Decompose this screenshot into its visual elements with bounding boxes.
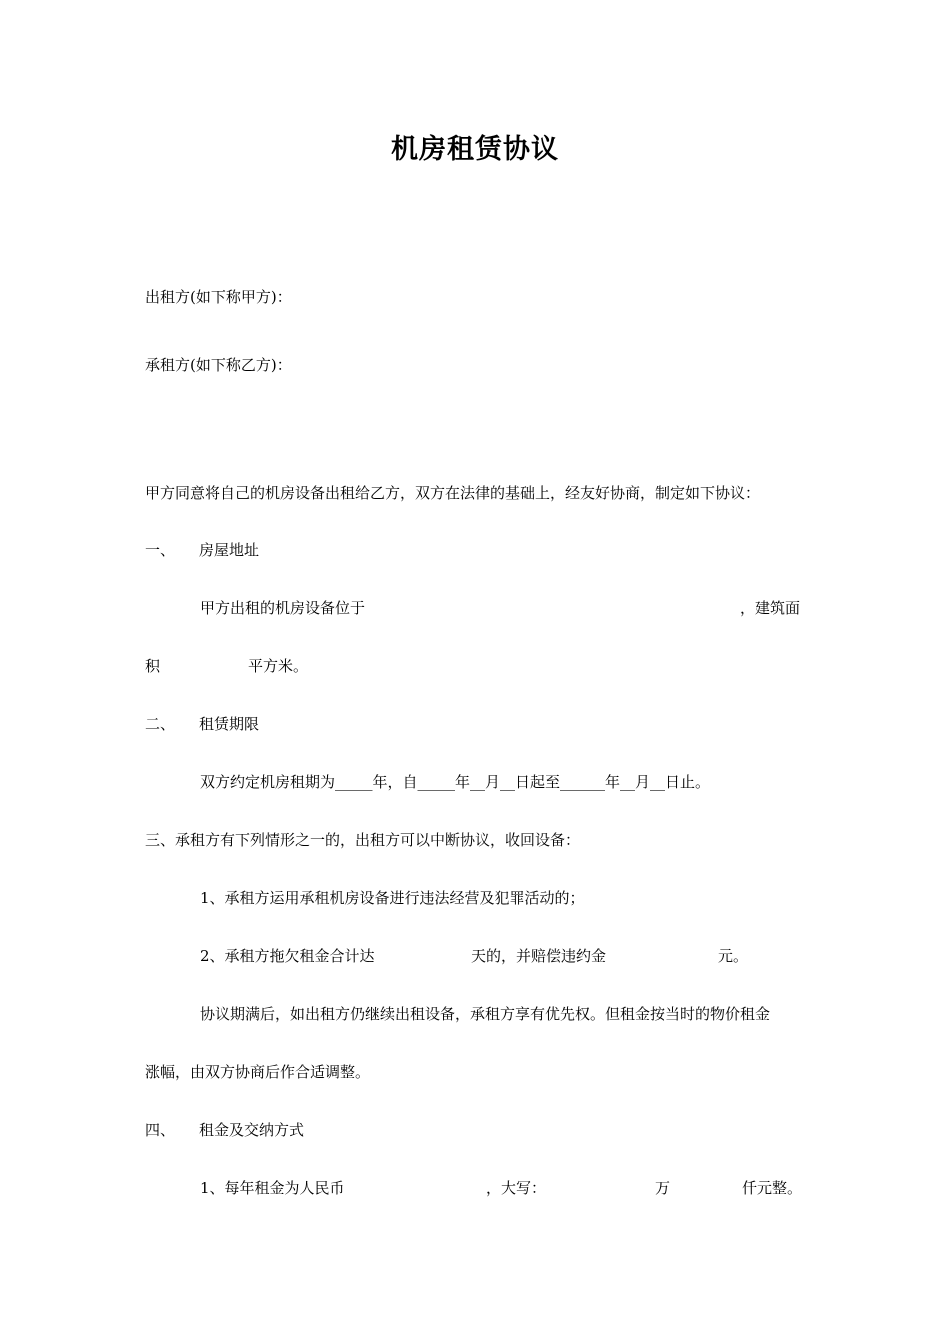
section1-heading-num: 一、 (145, 541, 176, 559)
section1-line1 (200, 597, 365, 619)
section3-item2-part1: 2、承租方拖欠租金合计达 (200, 947, 375, 965)
document-title: 机房租赁协议 (391, 134, 559, 165)
section2-heading (145, 713, 259, 735)
section4-item1-part2: ，大写： (486, 1179, 547, 1197)
section2-heading-num: 二、 (145, 715, 176, 733)
section3-heading: 三、承租方有下列情形之一的，出租方可以中断协议，收回设备： (145, 831, 581, 849)
section1-area-label: ，建筑面 (740, 599, 801, 617)
section1-heading (145, 539, 259, 561)
section4-heading-text: 租金及交纳方式 (199, 1121, 305, 1139)
section1-address-label: 甲方出租的机房设备位于 (200, 599, 366, 617)
section3-item2-part2: 天的，并赔偿违约金 (471, 947, 607, 965)
lessor-label: 出租方(如下称甲方)： (145, 288, 292, 306)
section1-area-char: 积 (145, 657, 161, 675)
section4-heading-num: 四、 (145, 1121, 176, 1139)
section2-term-line: 双方约定机房租期为_____年，自_____年__月__日起至______年__月__日止。 (200, 773, 711, 791)
section3-para-line2: 涨幅，由双方协商后作合适调整。 (145, 1063, 371, 1081)
intro-paragraph: 甲方同意将自己的机房设备出租给乙方，双方在法律的基础上，经友好协商，制定如下协议： (145, 484, 761, 502)
section4-item1-part4: 仟元整。 (742, 1179, 803, 1197)
section4-heading (145, 1119, 304, 1141)
section4-item1-part1: 1、每年租金为人民币 (200, 1179, 345, 1197)
section3-item1: 1、承租方运用承租机房设备进行违法经营及犯罪活动的； (200, 889, 585, 907)
section4-item1-part3: 万 (655, 1179, 671, 1197)
section1-area-unit: 平方米。 (248, 657, 309, 675)
section3-item2-part3: 元。 (718, 947, 749, 965)
section2-heading-text: 租赁期限 (199, 715, 260, 733)
lessee-label: 承租方(如下称乙方)： (145, 356, 292, 374)
section1-heading-text: 房屋地址 (199, 541, 260, 559)
section3-para-line1: 协议期满后，如出租方仍继续出租设备，承租方享有优先权。但租金按当时的物价租金 (200, 1005, 771, 1023)
